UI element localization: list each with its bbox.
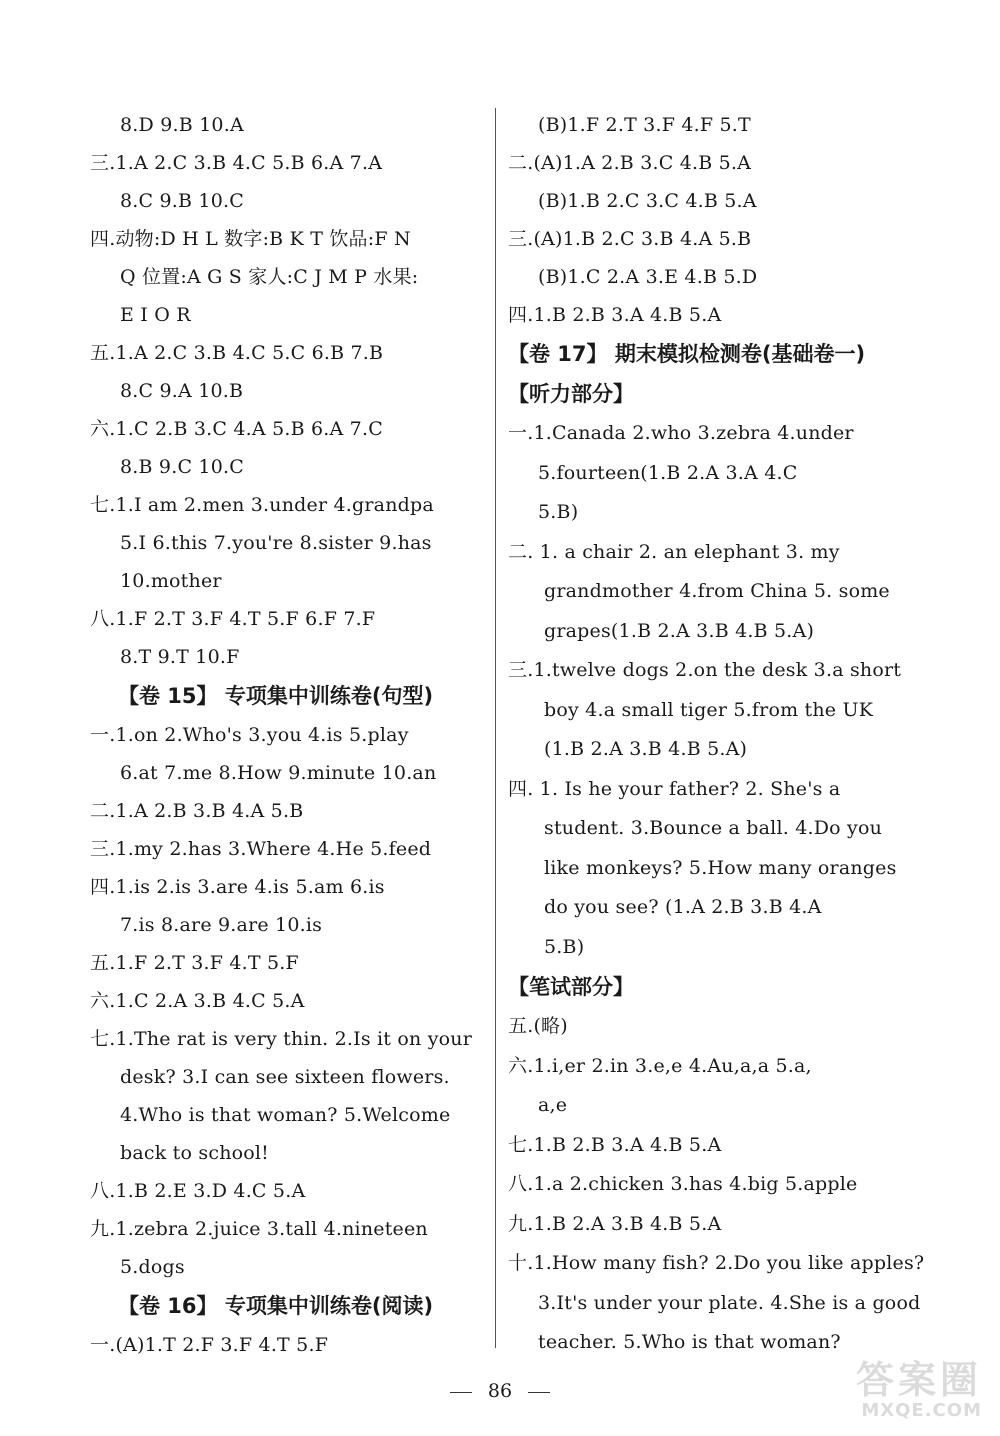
- section-heading: 【笔试部分】: [508, 975, 634, 999]
- answer-line: desk? 3.I can see sixteen flowers.: [120, 1066, 450, 1088]
- answer-line: 四.1.is 2.is 3.are 4.is 5.am 6.is: [90, 876, 385, 898]
- answer-line: 七.1.The rat is very thin. 2.Is it on your: [90, 1028, 472, 1050]
- answer-line: 七.1.B 2.B 3.A 4.B 5.A: [508, 1133, 722, 1156]
- answer-line: 六.1.C 2.B 3.C 4.A 5.B 6.A 7.C: [90, 418, 383, 440]
- answer-line: 8.D 9.B 10.A: [120, 114, 244, 136]
- answer-line: 7.is 8.are 9.are 10.is: [120, 914, 323, 936]
- section-heading: 【卷 15】 专项集中训练卷(句型): [118, 684, 434, 708]
- section-heading: 【卷 17】 期末模拟检测卷(基础卷一): [508, 342, 866, 366]
- answer-line: 六.1.i,er 2.in 3.e,e 4.Au,a,a 5.a,: [508, 1054, 812, 1077]
- answer-line: (B)1.C 2.A 3.E 4.B 5.D: [538, 266, 758, 288]
- answer-line: a,e: [538, 1094, 568, 1116]
- answer-line: 8.T 9.T 10.F: [120, 646, 240, 668]
- answer-line: 四.1.B 2.B 3.A 4.B 5.A: [508, 304, 722, 326]
- answer-line: 5.fourteen(1.B 2.A 3.A 4.C: [538, 461, 798, 484]
- left-column: [90, 106, 485, 1364]
- answer-line: student. 3.Bounce a ball. 4.Do you: [544, 817, 883, 839]
- answer-line: (1.B 2.A 3.B 4.B 5.A): [544, 738, 748, 760]
- answer-line: 七.1.I am 2.men 3.under 4.grandpa: [90, 494, 434, 516]
- answer-line: 一.(A)1.T 2.F 3.F 4.T 5.F: [90, 1334, 329, 1356]
- answer-line: 八.1.B 2.E 3.D 4.C 5.A: [90, 1180, 306, 1202]
- answer-line: 5.B): [544, 935, 585, 958]
- answer-line: grandmother 4.from China 5. some: [544, 580, 890, 602]
- answer-line: 五.(略): [508, 1015, 568, 1037]
- answer-line: 二.(A)1.A 2.B 3.C 4.B 5.A: [508, 152, 752, 174]
- answer-line: (B)1.B 2.C 3.C 4.B 5.A: [538, 190, 757, 212]
- page-number: 86: [487, 1380, 513, 1402]
- answer-line: 四.动物:D H L 数字:B K T 饮品:F N: [90, 228, 411, 250]
- answer-line: 六.1.C 2.A 3.B 4.C 5.A: [90, 990, 305, 1012]
- answer-line: 8.B 9.C 10.C: [120, 456, 244, 478]
- watermark-title: 答案圈: [855, 1358, 982, 1402]
- answer-line: grapes(1.B 2.A 3.B 4.B 5.A): [544, 619, 815, 642]
- answer-line: boy 4.a small tiger 5.from the UK: [544, 698, 874, 721]
- answer-line: like monkeys? 5.How many oranges: [544, 856, 897, 879]
- answer-line: (B)1.F 2.T 3.F 4.F 5.T: [538, 114, 751, 136]
- answer-line: do you see? (1.A 2.B 3.B 4.A: [544, 896, 822, 918]
- section-heading: 【听力部分】: [508, 382, 634, 406]
- answer-line: 8.C 9.A 10.B: [120, 380, 244, 402]
- footer-dash-left: [450, 1392, 472, 1393]
- answer-line: 6.at 7.me 8.How 9.minute 10.an: [120, 762, 437, 784]
- answer-line: teacher. 5.Who is that woman?: [538, 1331, 841, 1353]
- answer-line: 三.1.A 2.C 3.B 4.C 5.B 6.A 7.A: [90, 152, 383, 174]
- section-heading: 【卷 16】 专项集中训练卷(阅读): [118, 1294, 434, 1318]
- answer-line: 九.1.zebra 2.juice 3.tall 4.nineteen: [90, 1218, 428, 1240]
- watermark-url: MXQE.COM: [861, 1400, 982, 1421]
- answer-line: 五.1.F 2.T 3.F 4.T 5.F: [90, 952, 299, 974]
- answer-line: 三.1.my 2.has 3.Where 4.He 5.feed: [90, 838, 432, 860]
- footer-dash-right: [528, 1392, 550, 1393]
- answer-line: 4.Who is that woman? 5.Welcome: [120, 1104, 451, 1126]
- answer-line: E I O R: [120, 304, 191, 326]
- answer-line: Q 位置:A G S 家人:C J M P 水果:: [120, 266, 419, 288]
- answer-line: 二.1.A 2.B 3.B 4.A 5.B: [90, 800, 304, 822]
- answer-line: 八.1.a 2.chicken 3.has 4.big 5.apple: [508, 1173, 858, 1195]
- answer-line: 十.1.How many fish? 2.Do you like apples?: [508, 1252, 925, 1274]
- answer-line: 3.It's under your plate. 4.She is a good: [538, 1291, 921, 1314]
- answer-line: 5.B): [538, 501, 579, 523]
- answer-line: 一.1.on 2.Who's 3.you 4.is 5.play: [90, 724, 409, 746]
- column-divider: [495, 108, 496, 1348]
- answer-line: 八.1.F 2.T 3.F 4.T 5.F 6.F 7.F: [90, 608, 376, 630]
- answer-line: 三.1.twelve dogs 2.on the desk 3.a short: [508, 659, 902, 681]
- answer-line: 九.1.B 2.A 3.B 4.B 5.A: [508, 1212, 722, 1235]
- answer-line: 四. 1. Is he your father? 2. She's a: [508, 777, 841, 800]
- answer-line: 三.(A)1.B 2.C 3.B 4.A 5.B: [508, 228, 752, 250]
- watermark-logo: [767, 1360, 982, 1428]
- answer-line: 5.I 6.this 7.you're 8.sister 9.has: [120, 532, 432, 554]
- answer-line: 二. 1. a chair 2. an elephant 3. my: [508, 540, 840, 563]
- answer-line: back to school!: [120, 1142, 270, 1164]
- answer-line: 10.mother: [120, 570, 222, 592]
- answer-line: 一.1.Canada 2.who 3.zebra 4.under: [508, 422, 854, 444]
- answer-line: 5.dogs: [120, 1256, 185, 1278]
- answer-line: 五.1.A 2.C 3.B 4.C 5.C 6.B 7.B: [90, 342, 384, 364]
- answer-line: 8.C 9.B 10.C: [120, 190, 244, 212]
- right-column: [508, 106, 925, 1363]
